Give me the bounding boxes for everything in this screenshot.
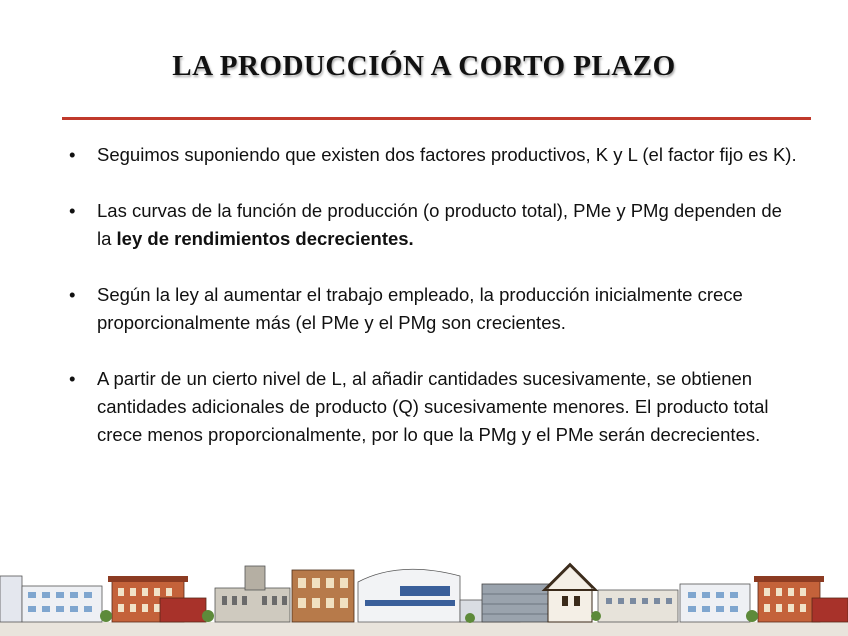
bullet-bold-text: ley de rendimientos decrecientes. — [116, 228, 414, 249]
buildings-skyline-illustration — [0, 556, 848, 636]
bullet-item — [68, 365, 798, 449]
bullet-text: Seguimos suponiendo que existen dos factores productivos, K y L (el factor fijo es K). — [97, 144, 797, 165]
slide-title: LA PRODUCCIÓN A CORTO PLAZO — [172, 50, 676, 82]
bullet-text: Las curvas de la función de producción (o producto total), PMe y PMg dependen de la — [97, 200, 782, 249]
bullet-item — [68, 141, 798, 169]
title-divider — [62, 117, 811, 120]
bullet-list — [68, 141, 798, 477]
bullet-icon: • — [69, 284, 76, 305]
bullet-icon: • — [69, 200, 76, 221]
bullet-text: A partir de un cierto nivel de L, al añadir cantidades sucesivamente, se obtienen cantidades adicionales de producto (Q) sucesivamente menores. El producto total crece menos proporcionalmente, por lo que la PMg y el PMe serán decrecientes. — [97, 368, 769, 445]
bullet-text: Según la ley al aumentar el trabajo empleado, la producción inicialmente crece proporcionalmente más (el PMe y el PMg son crecientes. — [97, 284, 743, 333]
bullet-icon: • — [69, 368, 76, 389]
bullet-icon: • — [69, 144, 76, 165]
bullet-item — [68, 281, 798, 337]
bullet-item — [68, 197, 798, 253]
